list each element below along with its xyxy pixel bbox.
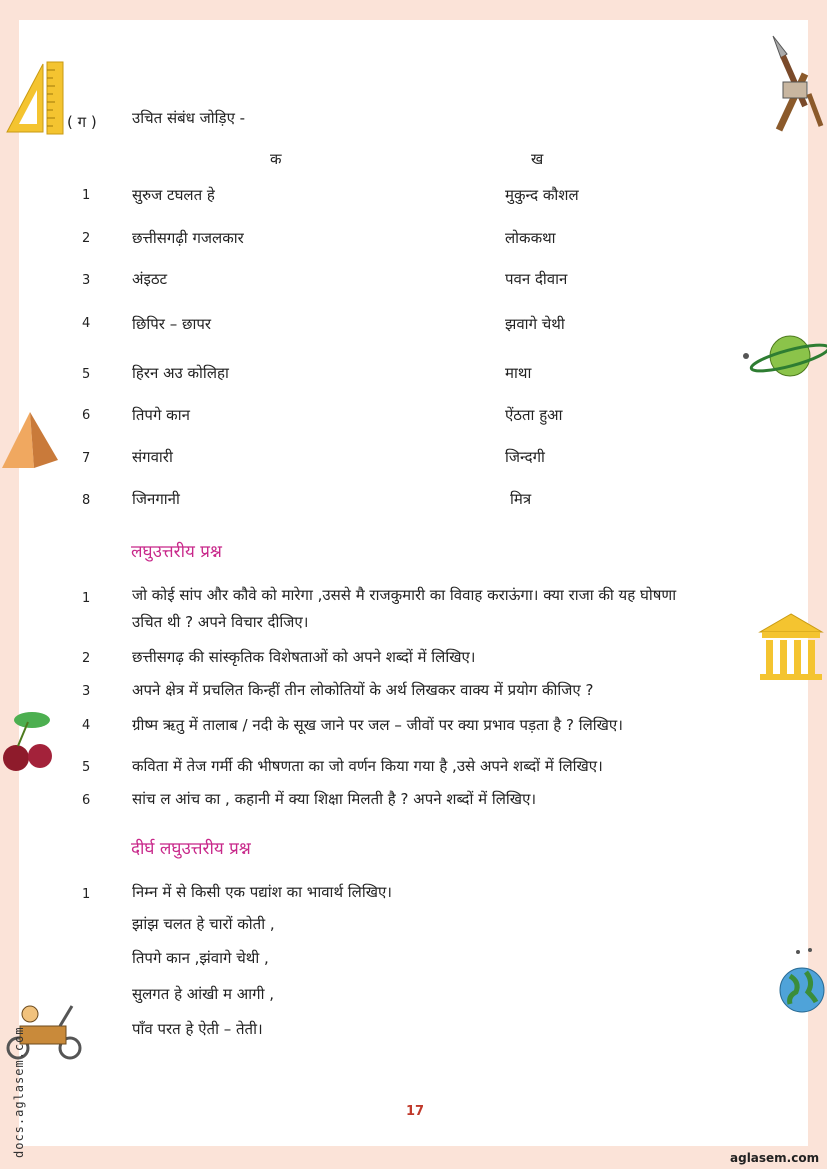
- match-item-a: छिपिर – छापर: [132, 315, 212, 333]
- match-instruction: उचित संबंध जोड़िए -: [132, 109, 246, 127]
- match-row-number: 1: [82, 188, 91, 203]
- match-item-a: सुरुज टघलत हे: [132, 186, 215, 204]
- match-item-b: मित्र: [510, 490, 532, 508]
- verse-line: तिपगे कान ,झंवागे चेथी ,: [132, 949, 269, 967]
- match-item-b: माथा: [505, 364, 532, 382]
- set-square-ruler-icon: [3, 60, 67, 136]
- match-row-number: 3: [82, 273, 91, 288]
- question-number: 1: [82, 591, 91, 606]
- match-row-number: 8: [82, 493, 91, 508]
- match-row-number: 4: [82, 316, 91, 331]
- question-text: छत्तीसगढ़ की सांस्कृतिक विशेषताओं को अपने शब्दों में लिखिए।: [132, 648, 476, 666]
- tools-icon: [765, 34, 825, 134]
- match-item-a: अंइठट: [132, 270, 168, 288]
- question-number: 6: [82, 793, 91, 808]
- match-item-b: लोककथा: [505, 229, 556, 247]
- question-number: 1: [82, 887, 91, 902]
- question-text: ग्रीष्म ऋतु में तालाब / नदी के सूख जाने पर जल – जीवों पर क्या प्रभाव पड़ता है ? लिखिए।: [132, 716, 623, 734]
- cherries-icon: [2, 708, 56, 780]
- match-item-a: जिनगानी: [132, 490, 180, 508]
- match-item-a: तिपगे कान: [132, 406, 190, 424]
- question-number: 4: [82, 718, 91, 733]
- match-row-number: 7: [82, 451, 91, 466]
- match-item-a: संगवारी: [132, 448, 173, 466]
- column-a-header: क: [270, 150, 282, 168]
- match-row-number: 6: [82, 408, 91, 423]
- short-questions-heading: लघुउत्तरीय प्रश्न: [131, 542, 222, 562]
- match-item-b: झवागे चेथी: [505, 315, 565, 333]
- question-text: जो कोई सांप और कौवे को मारेगा ,उससे मै राजकुमारी का विवाह कराऊंगा। क्या राजा की यह घोषणा: [132, 586, 677, 604]
- match-row-number: 5: [82, 367, 91, 382]
- question-number: 2: [82, 651, 91, 666]
- pyramid-icon: [0, 410, 58, 470]
- verse-line: झांझ चलत हे चारों कोती ,: [132, 915, 275, 933]
- match-item-b: जिन्दगी: [505, 448, 545, 466]
- question-number: 5: [82, 760, 91, 775]
- match-item-b: मुकुन्द कौशल: [505, 186, 579, 204]
- section-marker: ( ग ): [67, 113, 97, 131]
- question-text: निम्न में से किसी एक पद्यांश का भावार्थ लिखिए।: [132, 883, 392, 901]
- planet-saturn-icon: [740, 330, 827, 382]
- question-text: सांच ल आंच का , कहानी में क्या शिक्षा मिलती है ? अपने शब्दों में लिखिए।: [132, 790, 537, 808]
- verse-line: सुलगत हे आंखी म आगी ,: [132, 985, 274, 1003]
- match-item-a: छत्तीसगढ़ी गजलकार: [132, 229, 244, 247]
- long-questions-heading: दीर्घ लघुउत्तरीय प्रश्न: [131, 839, 251, 859]
- match-item-b: पवन दीवान: [505, 270, 568, 288]
- match-row-number: 2: [82, 231, 91, 246]
- verse-line: पाँव परत हे ऐती – तेती।: [132, 1020, 263, 1038]
- match-item-a: हिरन अउ कोलिहा: [132, 364, 229, 382]
- question-number: 3: [82, 684, 91, 699]
- column-b-header: ख: [531, 150, 544, 168]
- match-item-b: ऐंठता हुआ: [505, 406, 563, 424]
- question-text-continued: उचित थी ? अपने विचार दीजिए।: [132, 613, 309, 631]
- building-columns-icon: [758, 612, 824, 682]
- site-name: aglasem.com: [730, 1151, 820, 1165]
- question-text: अपने क्षेत्र में प्रचलित किन्हीं तीन लोकोतियों के अर्थ लिखकर वाक्य में प्रयोग कीजिए ?: [132, 681, 594, 699]
- globe-icon: [776, 946, 826, 1018]
- page-number: 17: [406, 1104, 425, 1119]
- watermark: docs.aglasem.com: [12, 1026, 26, 1158]
- question-text: कविता में तेज गर्मी की भीषणता का जो वर्णन किया गया है ,उसे अपने शब्दों में लिखिए।: [132, 757, 603, 775]
